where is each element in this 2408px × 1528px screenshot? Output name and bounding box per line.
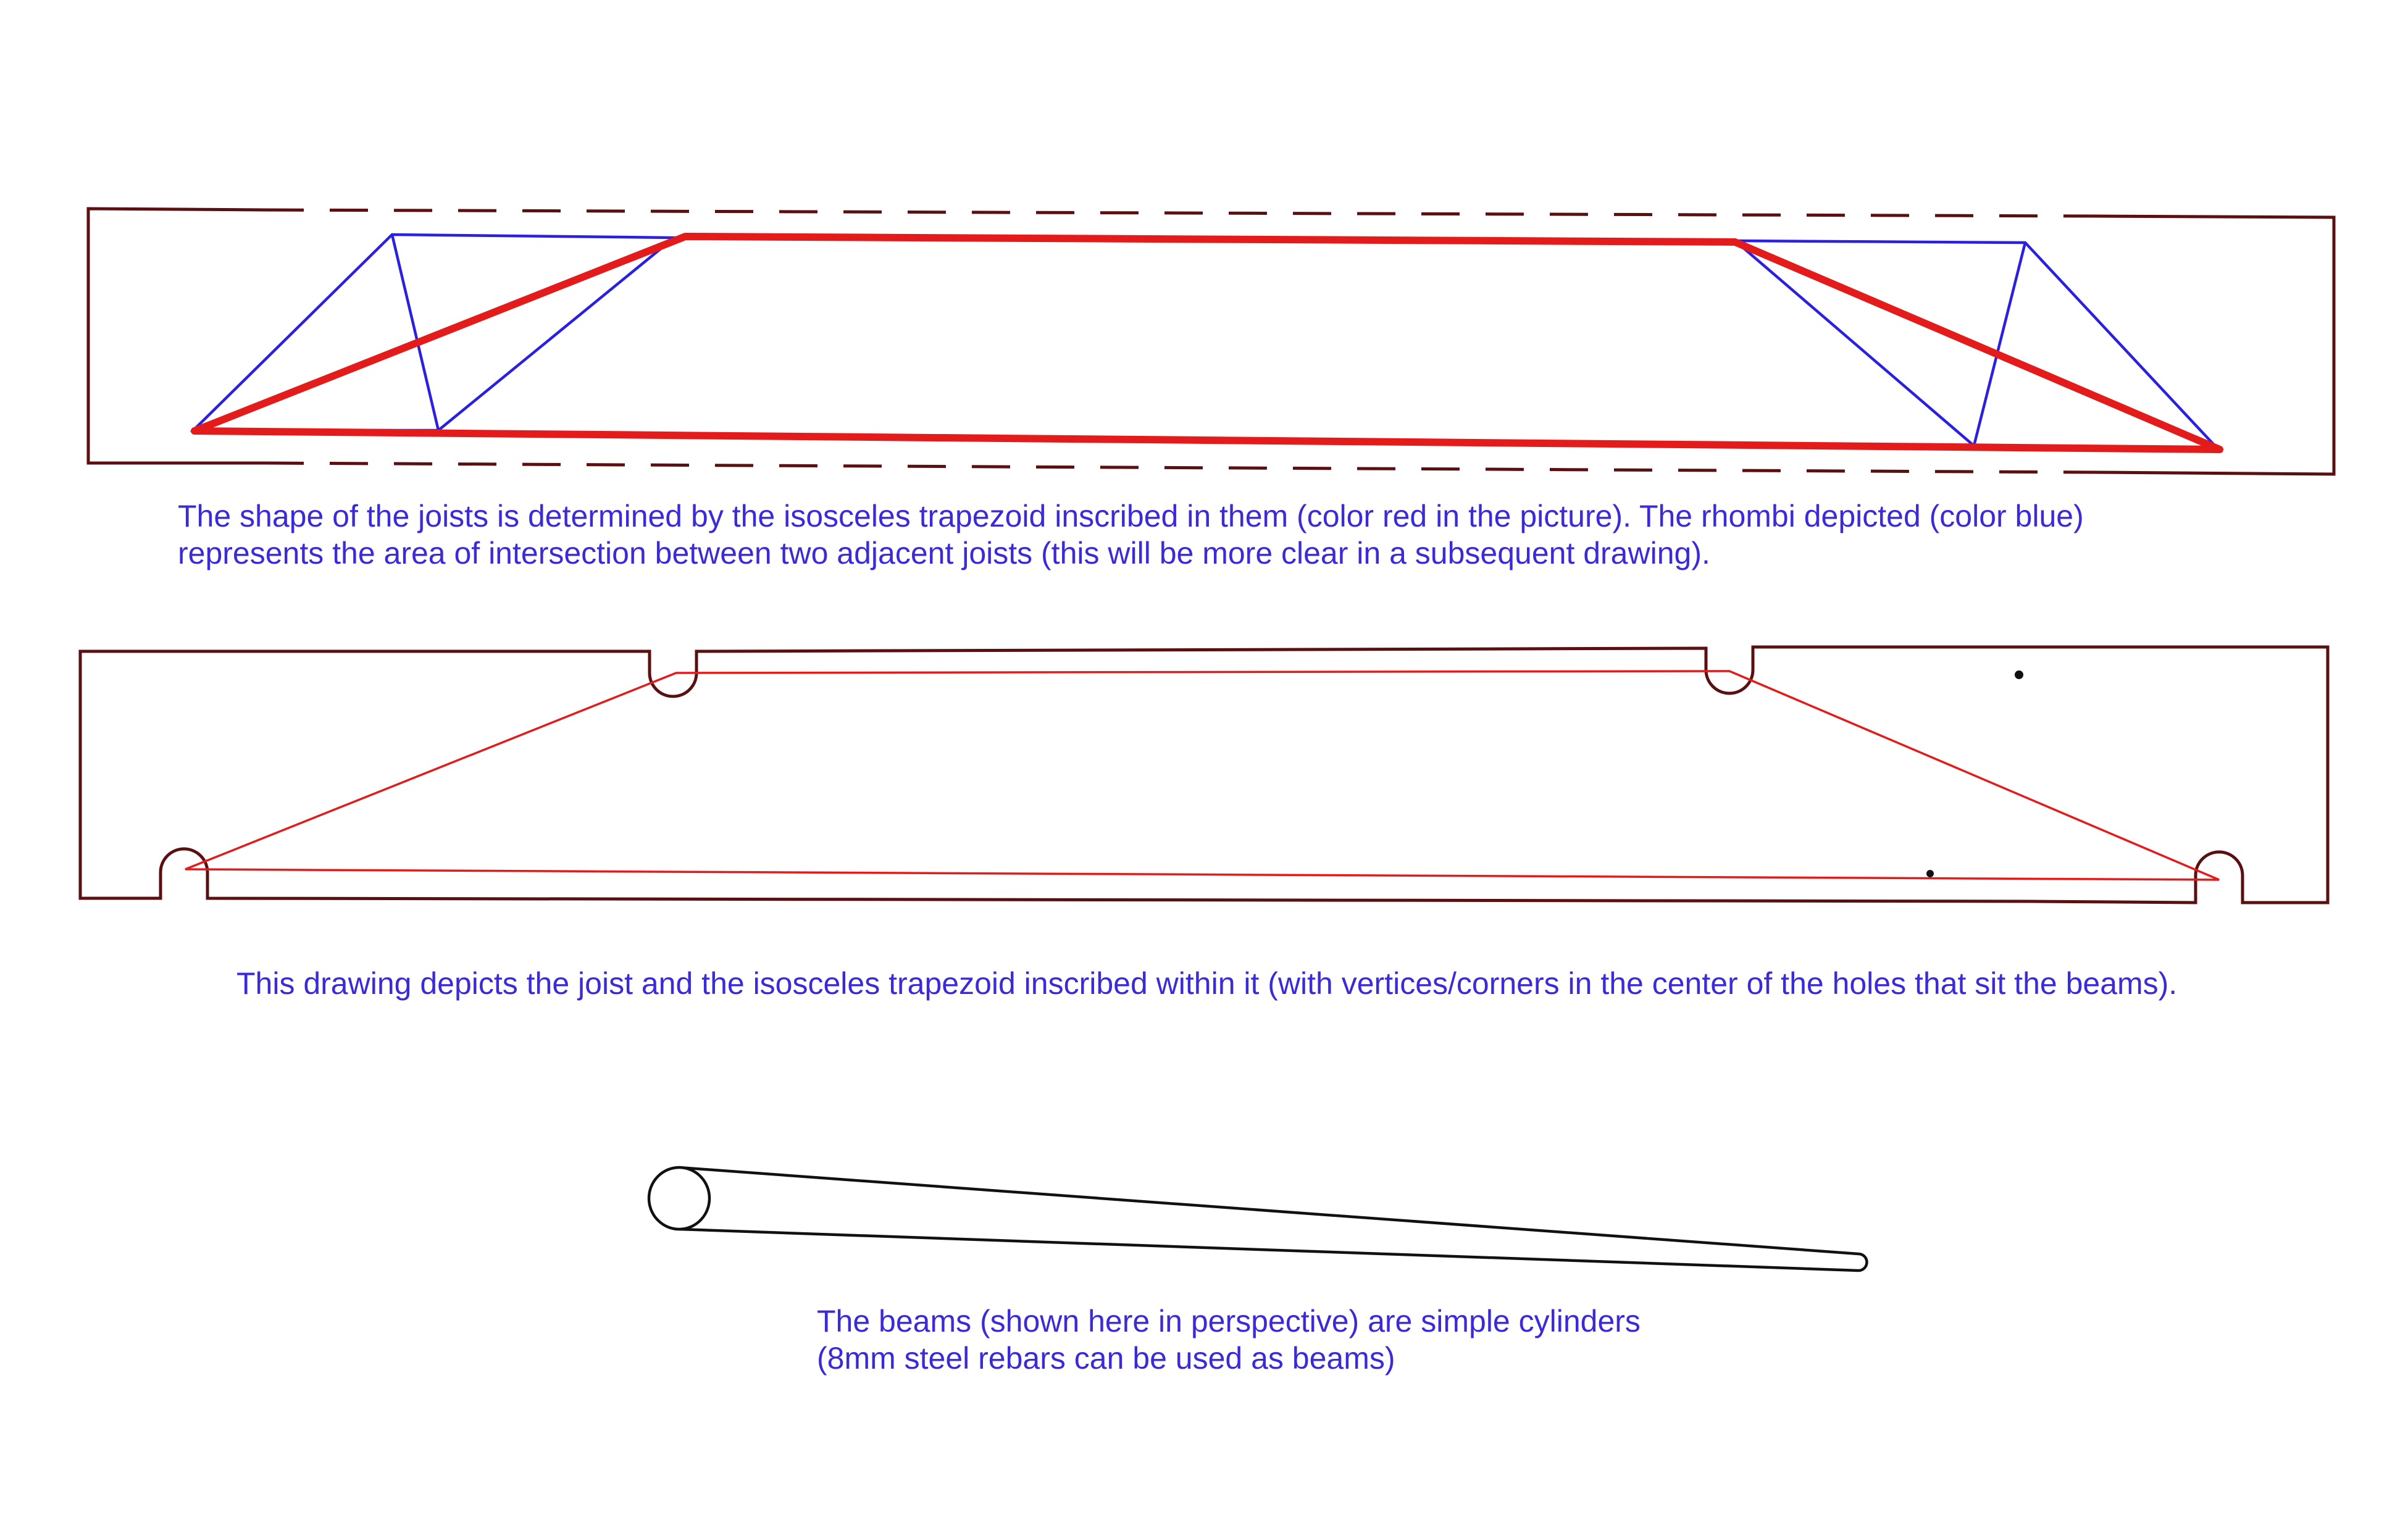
beam-body — [679, 1167, 1867, 1271]
joist-with-holes-figure — [80, 647, 2328, 903]
beam-end-circle — [649, 1167, 709, 1229]
inscribed-isosceles-trapezoid — [194, 236, 2220, 449]
joist-body-outline — [80, 647, 2328, 903]
joist-shape-caption-line1: The shape of the joists is determined by the isosceles trapezoid inscribed in them (color red in the picture). The rhombi depicted (color blue) — [178, 499, 2084, 533]
joist-shape-caption-line2: represents the area of intersection between two adjacent joists (this will be more clear in a subsequent drawing). — [178, 536, 1710, 570]
joist-top-dashed-edge — [265, 210, 2093, 216]
inscribed-trapezoid-thin — [185, 671, 2219, 880]
joist-hole-mark — [1926, 870, 1934, 877]
beams-caption-line2: (8mm steel rebars can be used as beams) — [817, 1341, 1395, 1376]
beams-caption-line1: The beams (shown here in perspective) are simple cylinders — [817, 1304, 1641, 1338]
beams-caption — [817, 1303, 1641, 1377]
left-rhombus-diagonal — [392, 235, 438, 430]
joist-hole-mark — [2015, 670, 2023, 679]
joist-trapezoid-caption — [236, 965, 2177, 1002]
joist-shape-figure — [88, 209, 2334, 474]
beam-cylinder-figure — [649, 1167, 1867, 1271]
joist-shape-caption — [178, 498, 2084, 572]
joist-trapezoid-caption-line1: This drawing depicts the joist and the isosceles trapezoid inscribed within it (with vertices/corners in the center of the holes that sit the beams). — [236, 966, 2178, 1001]
joist-bottom-dashed-edge — [265, 463, 2093, 472]
